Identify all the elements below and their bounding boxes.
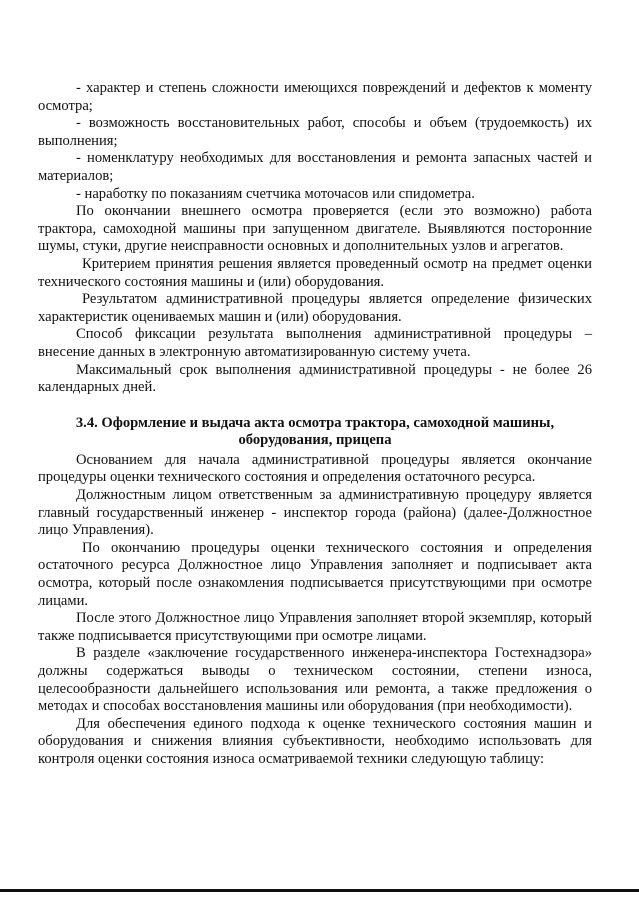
paragraph-engine-check: По окончании внешнего осмотра проверяется (если это возможно) работа трактора, самоходной машины при запущенном двигателе. Выявляются посторонние шумы, стуки, другие неисправности основных и дополнительных узлов и агрегатов. [38,203,592,255]
paragraph-responsible: Должностным лицом ответственным за административную процедуру является главный государственный инженер - инспектор города (района) (далее-Должностное лицо Управления). [38,487,592,539]
document-page [38,80,592,769]
paragraph-basis: Основанием для начала административной процедуры является окончание процедуры оценки технического состояния и определения остаточного ресурса. [38,451,592,486]
list-item-spare-parts: - номенклатуру необходимых для восстановления и ремонта запасных частей и материалов; [38,150,592,184]
list-item-damage: - характер и степень сложности имеющихся повреждений и дефектов к моменту осмотра; [38,80,592,114]
section-heading [38,415,592,450]
paragraph-criterion: Критерием принятия решения является проведенный осмотр на предмет оценки технического состояния машины и (или) оборудования. [38,255,592,290]
paragraph-max-term: Максимальный срок выполнения административной процедуры - не более 26 календарных дней. [38,361,592,396]
list-item-operating-hours: - наработку по показаниям счетчика моточасов или спидометра. [76,185,475,202]
paragraph-second-copy: После этого Должностное лицо Управления заполняет второй экземпляр, который также подписывается присутствующими при осмотре лицами. [38,610,592,644]
section-heading-line2: оборудования, прицепа [238,432,392,449]
paragraph-result: Результатом административной процедуры является определение физических характеристик оцениваемых машин и (или) оборудования. [38,291,592,325]
paragraph-table-intro: Для обеспечения единого подхода к оценке технического состояния машин и оборудования и снижения влияния субъективности, необходимо использовать для контроля оценки состояния износа осматриваемой техники следующую таблицу: [38,715,592,767]
paragraph-conclusion-section: В разделе «заключение государственного инженера-инспектора Гостехнадзора» должны содержаться выводы о техническом состоянии, степени износа, целесообразности дальнейшего использования или ремонта, а также предложения о методах и способах восстановления машины или оборудования (при необходимости). [38,645,592,715]
section-heading-line1: 3.4. Оформление и выдача акта осмотра трактора, самоходной машины, [75,414,555,431]
bottom-border [0,889,639,892]
list-item-restoration: - возможность восстановительных работ, способы и объем (трудоемкость) их выполнения; [38,115,592,149]
spacer [38,397,592,415]
paragraph-fixation: Способ фиксации результата выполнения административной процедуры – внесение данных в электронную автоматизированную систему учета. [38,326,592,360]
paragraph-act-signing: По окончанию процедуры оценки технического состояния и определения остаточного ресурса Должностное лицо Управления заполняет и подписывает акта осмотра, который после ознакомления подписывается присутствующими при осмотре лицами. [38,539,592,609]
